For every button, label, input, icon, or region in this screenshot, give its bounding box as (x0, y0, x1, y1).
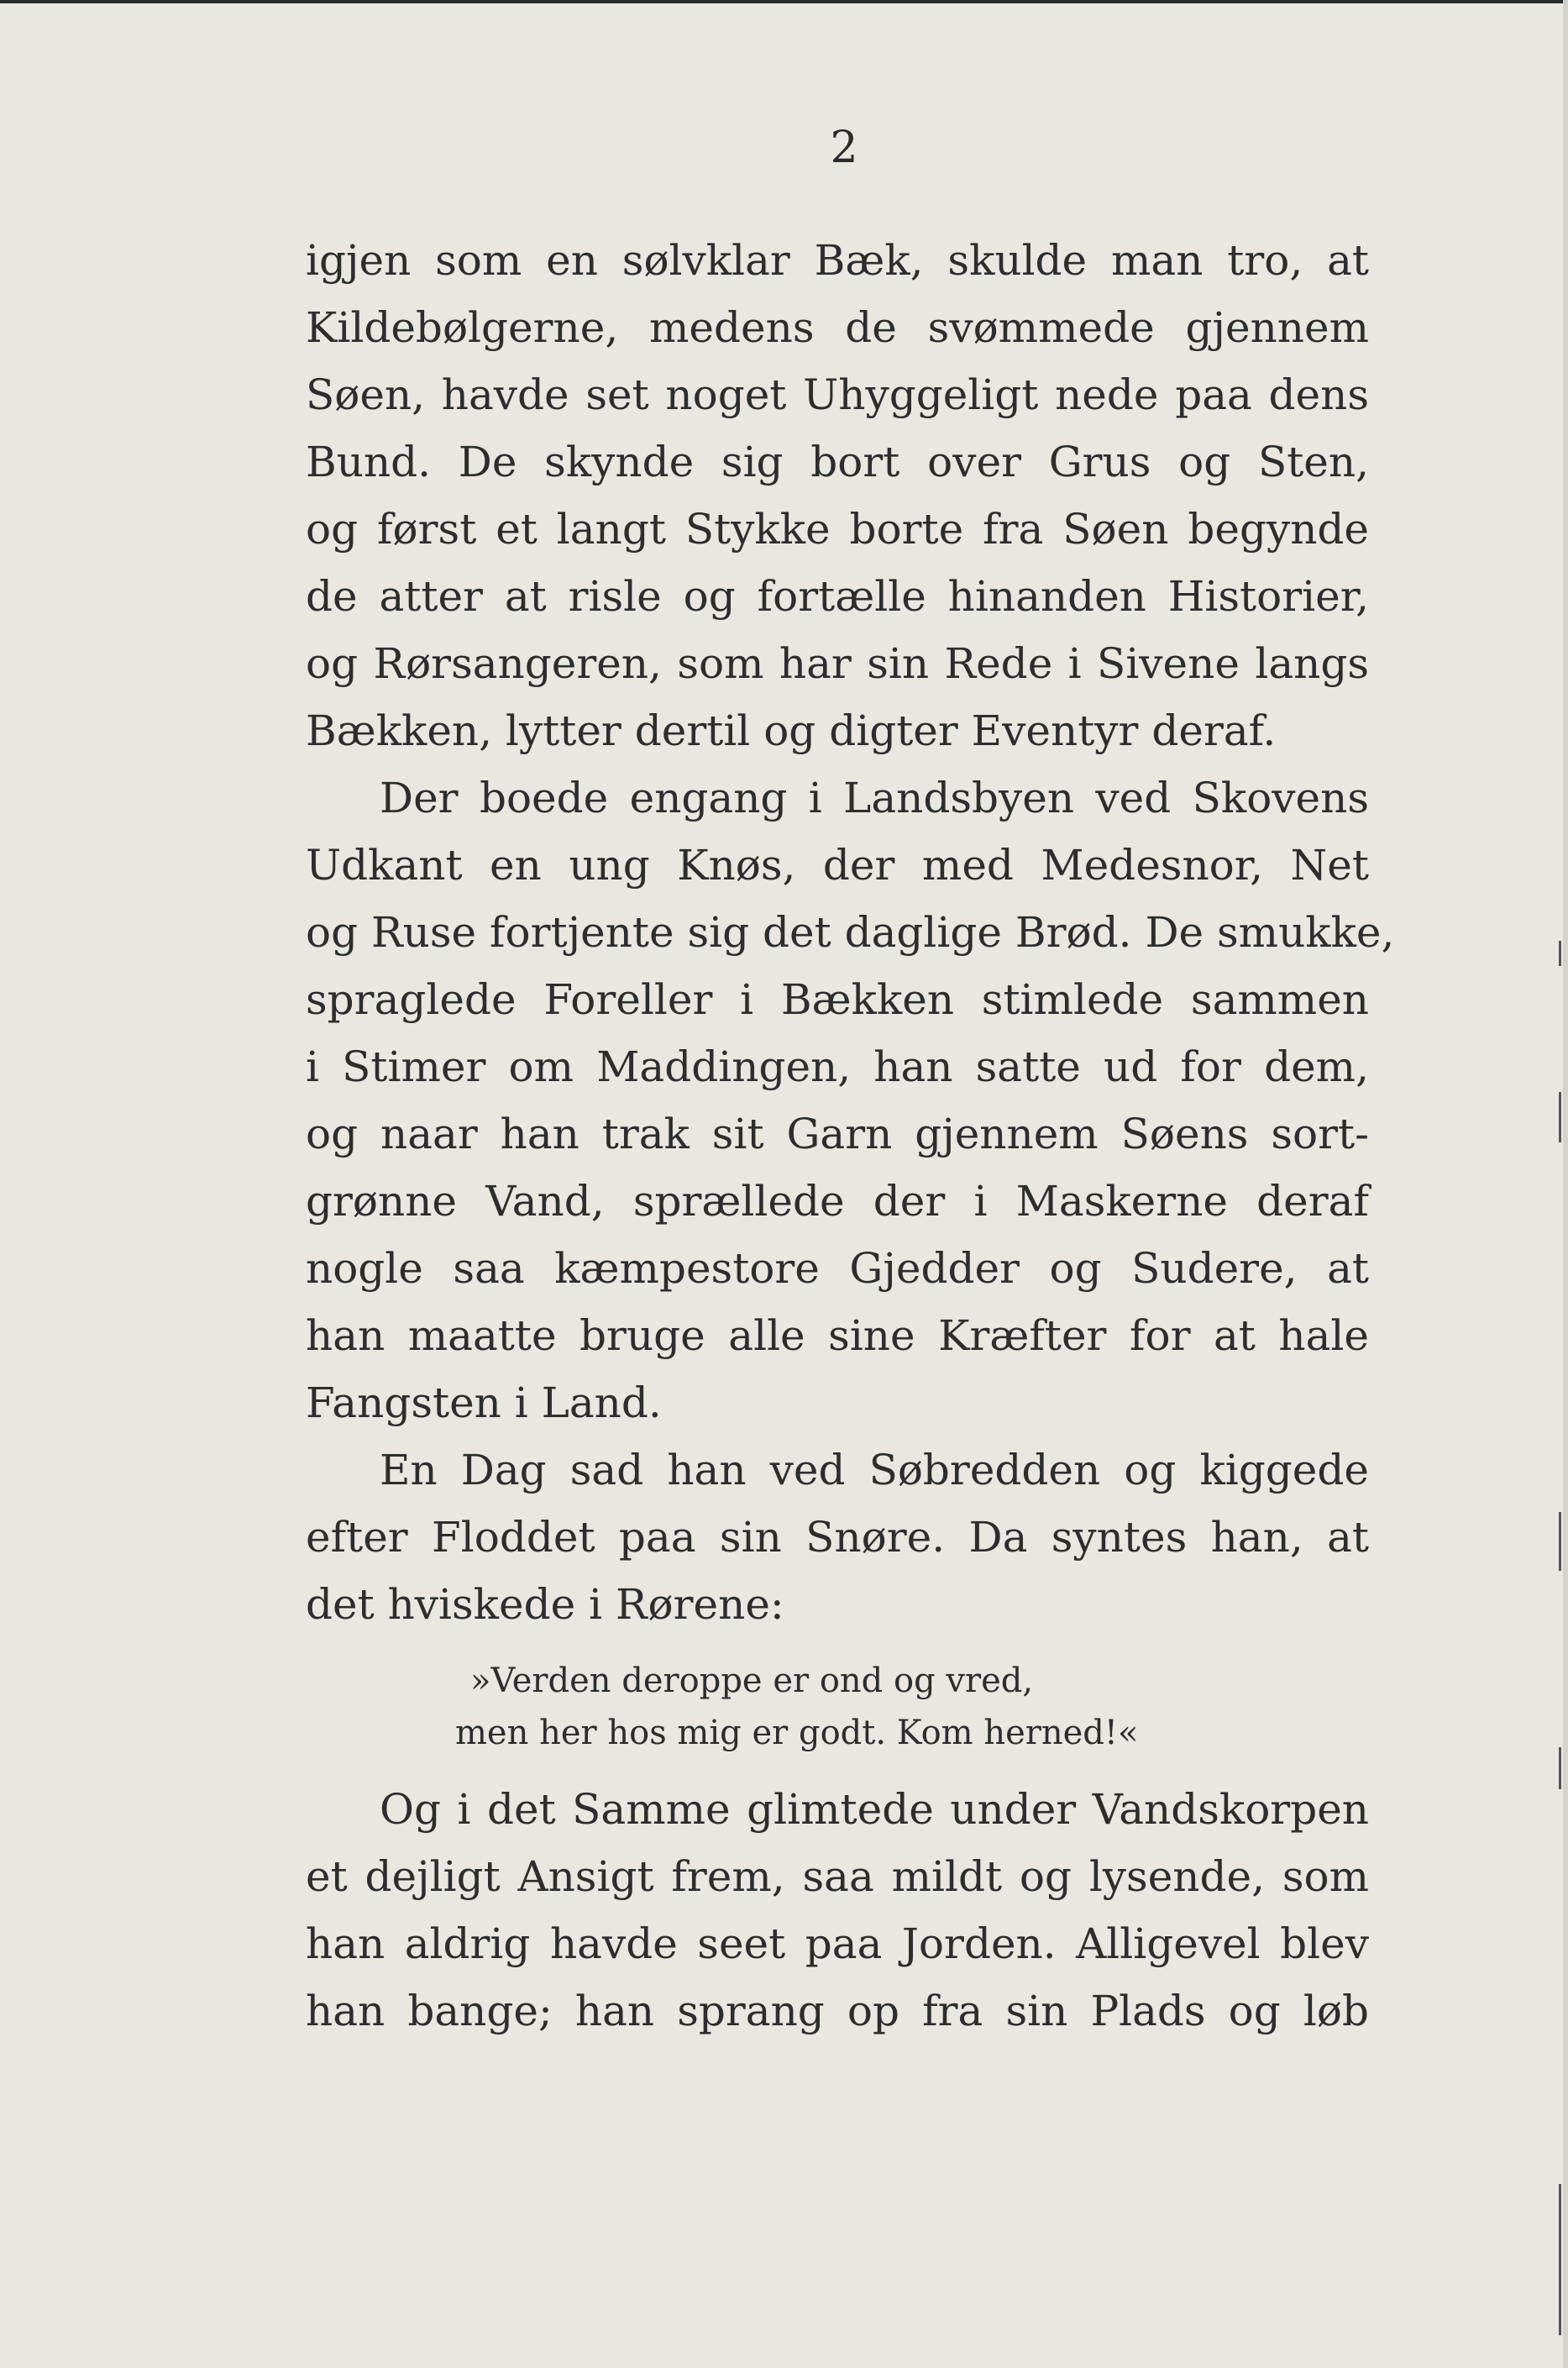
text-line: grønne Vand, sprællede der i Maskerne deraf (306, 1177, 1369, 1226)
text-line: de atter at risle og fortælle hinanden Historier, (306, 572, 1369, 621)
text-line: og naar han trak sit Garn gjennem Søens sort- (306, 1110, 1369, 1158)
text-line: han aldrig havde seet paa Jorden. Alligevel blev (306, 1919, 1369, 1968)
text-line: Udkant en ung Knøs, der med Medesnor, Net (306, 841, 1369, 890)
margin-mark (1559, 2184, 1561, 2335)
text-line: og Ruse fortjente sig det daglige Brød. De smukke, (306, 908, 1395, 957)
text-line: igjen som en sølvklar Bæk, skulde man tro, at (306, 236, 1369, 285)
paragraph-1 (306, 227, 1369, 764)
text-line: Fangsten i Land. (306, 1378, 662, 1427)
page-top-border (0, 0, 1568, 3)
text-line: og Rørsangeren, som har sin Rede i Sivene langs (306, 639, 1369, 688)
text-line: Søen, havde set noget Uhyggeligt nede paa dens (306, 370, 1369, 419)
body-text (306, 227, 1395, 2045)
page-right-edge (1563, 0, 1568, 2368)
text-line: spraglede Foreller i Bækken stimlede sammen (306, 975, 1369, 1024)
margin-mark (1559, 941, 1561, 966)
text-line: han bange; han sprang op fra sin Plads og løb (306, 1987, 1369, 2035)
margin-mark (1559, 1747, 1561, 1789)
text-line: og først et langt Stykke borte fra Søen begynde (306, 505, 1369, 554)
paragraph-3 (306, 1436, 1369, 1638)
text-line: det hviskede i Rørene: (306, 1580, 784, 1629)
page-number: 2 (830, 123, 858, 173)
margin-mark (1559, 1092, 1561, 1142)
text-line: Der boede engang i Landsbyen ved Skovens (380, 774, 1369, 822)
verse-line: men her hos mig er godt. Kom herned!« (455, 1714, 1139, 1752)
verse-quote (306, 1655, 1369, 1759)
margin-mark (1559, 1512, 1561, 1571)
text-line: Og i det Samme glimtede under Vandskorpen (380, 1785, 1369, 1834)
text-line: nogle saa kæmpestore Gjedder og Sudere, at (306, 1244, 1369, 1293)
text-line: Bund. De skynde sig bort over Grus og Sten, (306, 438, 1369, 486)
text-line: Kildebølgerne, medens de svømmede gjennem (306, 303, 1369, 352)
text-line: i Stimer om Maddingen, han satte ud for dem, (306, 1042, 1369, 1091)
text-line: Bækken, lytter dertil og digter Eventyr deraf. (306, 706, 1277, 755)
text-line: En Dag sad han ved Søbredden og kiggede (380, 1446, 1369, 1494)
paragraph-2 (306, 764, 1395, 1436)
text-line: efter Floddet paa sin Snøre. Da syntes han, at (306, 1513, 1369, 1562)
paragraph-4 (306, 1776, 1369, 2045)
text-line: et dejligt Ansigt frem, saa mildt og lysende, som (306, 1852, 1369, 1901)
verse-line: »Verden deroppe er ond og vred, (470, 1662, 1034, 1700)
text-line: han maatte bruge alle sine Kræfter for at hale (306, 1311, 1369, 1360)
